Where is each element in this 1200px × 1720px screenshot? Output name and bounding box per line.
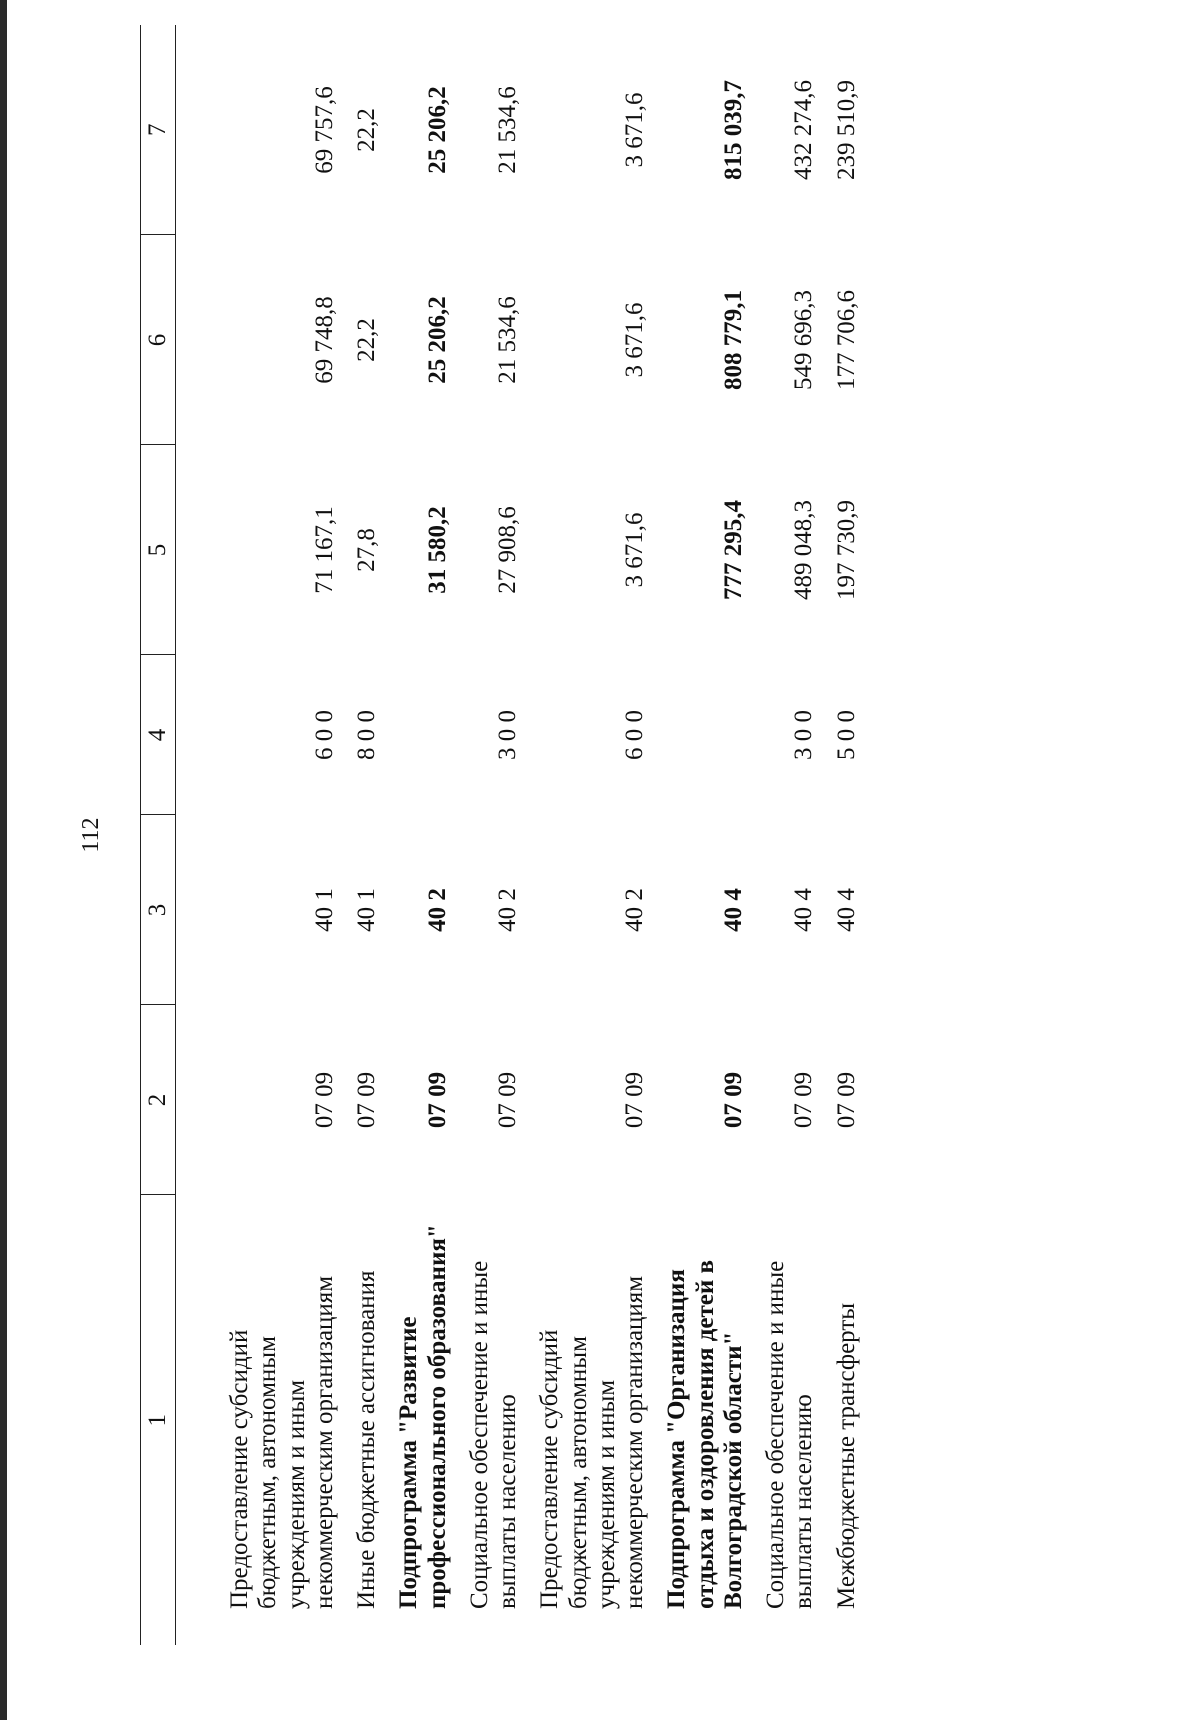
row-expense-type: 3 0 0 bbox=[790, 710, 818, 760]
row-section: 07 09 bbox=[423, 1071, 451, 1129]
table-row bbox=[833, 25, 875, 1645]
header-cell-2: 2 bbox=[141, 1005, 176, 1195]
row-section: 07 09 bbox=[310, 1071, 338, 1129]
row-name: Социальное обеспечение и иные выплаты населению bbox=[762, 1260, 818, 1609]
row-expense-type bbox=[663, 655, 762, 815]
row-amount-col7: 25 206,2 bbox=[423, 86, 451, 174]
row-expense-type: 6 0 0 bbox=[621, 710, 648, 760]
page-number: 112 bbox=[78, 817, 104, 853]
row-name: Социальное обеспечение и иные выплаты населению bbox=[465, 1260, 521, 1609]
row-program: 40 4 bbox=[790, 888, 818, 932]
row-expense-type: 3 0 0 bbox=[494, 710, 521, 760]
row-expense-type bbox=[395, 655, 466, 815]
row-amount-col5: 777 295,4 bbox=[719, 500, 747, 600]
rotated-page bbox=[78, 25, 1140, 1645]
row-amount-col5: 3 671,6 bbox=[621, 512, 648, 588]
row-amount-col6: 549 696,3 bbox=[790, 290, 818, 390]
table-row bbox=[762, 25, 833, 1645]
row-name: Межбюджетные трансферты bbox=[832, 1302, 860, 1609]
row-amount-col7: 432 274,6 bbox=[790, 80, 818, 180]
header-cell-4: 4 bbox=[141, 655, 176, 815]
row-amount-col6: 3 671,6 bbox=[621, 302, 648, 378]
header-cell-1: 1 bbox=[141, 1195, 176, 1645]
row-program: 40 1 bbox=[310, 888, 338, 932]
row-section: 07 09 bbox=[621, 1071, 648, 1129]
header-row bbox=[141, 25, 176, 1645]
row-expense-type: 5 0 0 bbox=[832, 710, 860, 760]
row-amount-col7: 21 534,6 bbox=[494, 86, 521, 174]
budget-table bbox=[140, 25, 875, 1645]
row-amount-col6: 21 534,6 bbox=[494, 296, 521, 384]
header-cell-3: 3 bbox=[141, 815, 176, 1005]
row-amount-col6: 22,2 bbox=[353, 318, 380, 362]
row-amount-col5: 27,8 bbox=[353, 528, 380, 572]
table-row-subprogram bbox=[663, 25, 762, 1645]
header-cell-7: 7 bbox=[141, 25, 176, 235]
row-program: 40 2 bbox=[621, 888, 648, 932]
row-amount-col6: 69 748,8 bbox=[310, 296, 338, 384]
row-name: Иные бюджетные ассигнования bbox=[353, 1270, 380, 1609]
row-name: Подпрограмма "Развитие профессионального образования" bbox=[395, 1224, 451, 1609]
row-section: 07 09 bbox=[353, 1071, 380, 1129]
row-section: 07 09 bbox=[494, 1071, 521, 1129]
row-expense-type: 6 0 0 bbox=[310, 710, 338, 760]
row-program: 40 4 bbox=[832, 888, 860, 932]
header-cell-5: 5 bbox=[141, 445, 176, 655]
row-amount-col5: 489 048,3 bbox=[790, 500, 818, 600]
row-amount-col5: 71 167,1 bbox=[310, 506, 338, 594]
row-amount-col7: 239 510,9 bbox=[832, 80, 860, 180]
row-amount-col5: 27 908,6 bbox=[494, 506, 521, 594]
row-amount-col7: 22,2 bbox=[353, 108, 380, 152]
table-row bbox=[466, 25, 537, 1645]
table-row bbox=[353, 25, 395, 1645]
row-name: Подпрограмма "Организация отдыха и оздоровления детей в Волгоградской области" bbox=[663, 1259, 747, 1609]
row-section: 07 09 bbox=[719, 1071, 747, 1129]
row-amount-col5: 31 580,2 bbox=[423, 506, 451, 594]
row-amount-col6: 25 206,2 bbox=[423, 296, 451, 384]
table-row bbox=[536, 25, 663, 1645]
row-amount-col7: 3 671,6 bbox=[621, 92, 648, 168]
header-cell-6: 6 bbox=[141, 235, 176, 445]
row-program: 40 2 bbox=[423, 888, 451, 932]
row-amount-col7: 69 757,6 bbox=[310, 86, 338, 174]
row-program: 40 4 bbox=[719, 888, 747, 932]
scan-edge bbox=[0, 0, 7, 1720]
row-amount-col6: 808 779,1 bbox=[719, 290, 747, 390]
row-amount-col7: 815 039,7 bbox=[719, 80, 747, 180]
row-name: Предоставление субсидий бюджетным, автономным учреждениям и иным некоммерческим организациям bbox=[226, 1275, 338, 1609]
row-section: 07 09 bbox=[790, 1071, 818, 1129]
row-amount-col5: 197 730,9 bbox=[832, 500, 860, 600]
row-name: Предоставление субсидий бюджетным, автономным учреждениям и иным некоммерческим организациям bbox=[536, 1275, 648, 1609]
row-program: 40 2 bbox=[494, 888, 521, 932]
table-row-subprogram bbox=[395, 25, 466, 1645]
row-amount-col6: 177 706,6 bbox=[832, 290, 860, 390]
table-row bbox=[176, 25, 354, 1645]
row-expense-type: 8 0 0 bbox=[353, 710, 380, 760]
row-program: 40 1 bbox=[353, 888, 380, 932]
row-section: 07 09 bbox=[832, 1071, 860, 1129]
